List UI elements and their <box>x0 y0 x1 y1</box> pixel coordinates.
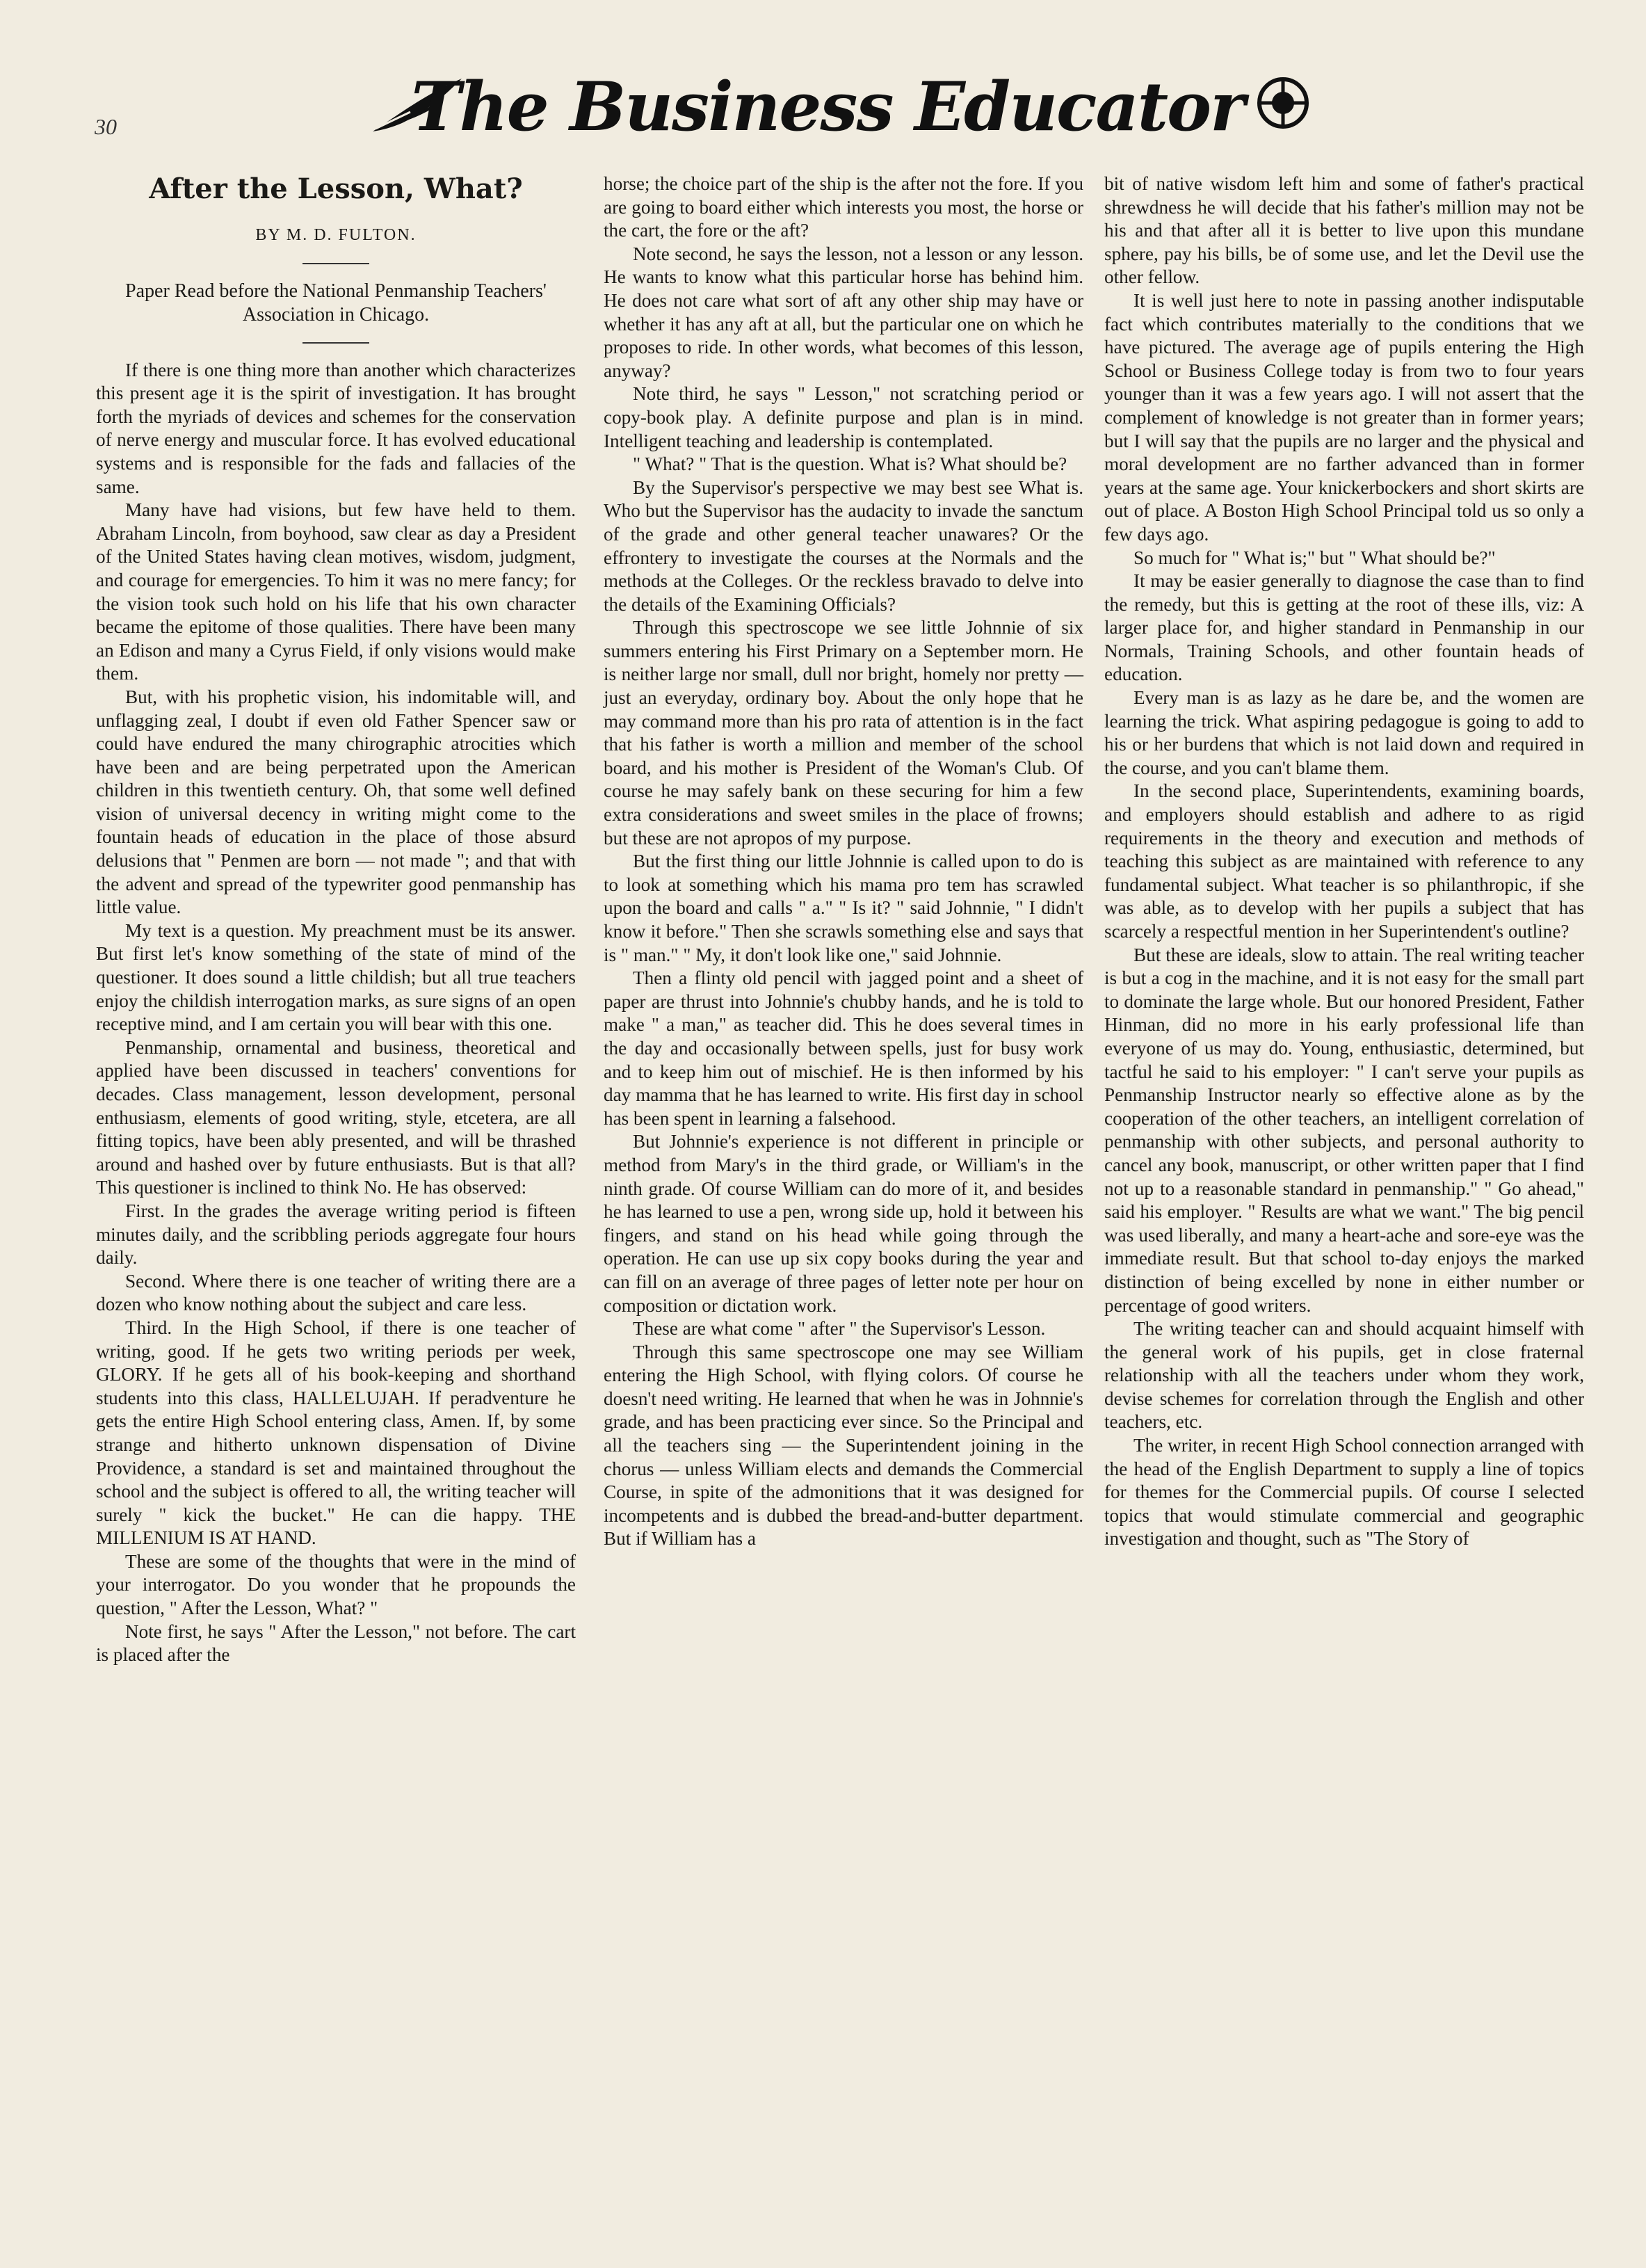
masthead <box>369 68 1286 145</box>
column-left <box>96 172 576 1667</box>
paragraph: Through this spectroscope we see little Johnnie of six summers entering his First Primary on a September morn. He is neither large nor small, dull nor bright, homely nor pretty — just an everyday, ordinary boy. About the only hope that he may command more than his pro rata of attention is in the fact that his father is worth a million and member of the school board, and his mother is President of the Woman's Club. Of course he may safely bank on these securing for him a few extra considerations and sweet smiles in the place of frowns; but these are not apropos of my purpose. <box>604 617 1083 849</box>
paragraph: Every man is as lazy as he dare be, and the women are learning the trick. What aspiring pedagogue is going to add to his or her burdens that which is not laid down and required in the course, and you can't blame them. <box>1104 687 1584 778</box>
page-number: 30 <box>95 114 117 139</box>
column-right <box>1104 172 1584 1551</box>
paragraph: These are some of the thoughts that were in the mind of your interrogator. Do you wonder that he propounds the question, " After the Lesson, What? " <box>96 1550 576 1619</box>
emblem-icon <box>1255 75 1311 131</box>
paragraph: Second. Where there is one teacher of writing there are a dozen who know nothing about the subject and care less. <box>96 1270 576 1315</box>
paragraph: But the first thing our little Johnnie is called upon to do is to look at something which his mama pro tem has scrawled upon the board and calls " a." " Is it? " said Johnnie, " I didn't know it before." Then she scrawls something else and says that is " man." " My, it don't look like one," said Johnnie. <box>604 851 1083 965</box>
paragraph: But Johnnie's experience is not different in principle or method from Mary's in the third grade, or William's in the ninth grade. Of course William can do more of it, and besides he has learned to use a pen, wrong side up, hold it between his fingers, and stand on his head while going through the operation. He can use up six copy books during the year and can fill on an average of three pages of letter note per hour on composition or dictation work. <box>604 1131 1083 1316</box>
divider <box>302 263 369 264</box>
paragraph: Through this same spectroscope one may see William entering the High School, with flying colors. Of course he doesn't need writing. He learned that when he was in Johnnie's grade, and has been practicing ever since. So the Principal and all the teachers sing — the Superintendent joining in the chorus — unless William elects and demands the Commercial Course, in spite of the admonitions that it was designed for incompetents and is dubbed the bread-and-butter department. But if William has a <box>604 1341 1083 1550</box>
paragraph: The writing teacher can and should acquaint himself with the general work of his pupils, get in close fraternal relationship with all the teachers under whom they work, devise schemes for correlation through the English and other teachers, etc. <box>1104 1318 1584 1433</box>
paragraph: bit of native wisdom left him and some of father's practical shrewdness he will decide that his father's million may not be his and that after all it is better to live upon this mundane sphere, pay his bills, be of some use, and let the Devil use the other fellow. <box>1104 173 1584 288</box>
paragraph: But these are ideals, slow to attain. The real writing teacher is but a cog in the machine, and it is not easy for the small part to dominate the large whole. But our honored President, Father Hinman, did no more in his early professional life than everyone of us may do. Young, enthusiastic, determined, but tactful he said to his employer: " I can't serve your pupils as Penmanship Instructor nearly so effective alone as by the cooperation of the other teachers, an intelligent correlation of penmanship with other subjects, and personal authority to cancel any book, manuscript, or other written paper that I find not up to a reasonable standard in penmanship." " Go ahead," said his employer. " Results are what we want." The big pencil was used liberally, and many a heart-ache and sore-eye was the immediate result. But that school to-day enjoys the marked distinction of being excelled by none in either number or percentage of good writers. <box>1104 944 1584 1316</box>
paragraph: Third. In the High School, if there is one teacher of writing, good. If he gets two writing periods per week, GLORY. If he gets all of his book-keeping and shorthand students into this class, HALLELUJAH. If peradventure he gets the entire High School entering class, Amen. If, by some strange and hitherto unknown dispensation of Divine Providence, a standard is set and maintained throughout the school and the subject is offered to all, the writing teacher will surely " kick the bucket." He can die happy. THE MILLENIUM IS AT HAND. <box>96 1317 576 1549</box>
paragraph: But, with his prophetic vision, his indomitable will, and unflagging zeal, I doubt if even old Father Spencer saw or could have endured the many chirographic atrocities which have been and are being perpetrated upon the American children in this twentieth century. Oh, that some well defined vision of universal decency in writing might come to the fountain heads of education in the place of those absurd delusions that " Penmen are born — not made "; and that with the advent and spread of the typewriter good penmanship has little value. <box>96 686 576 918</box>
paragraph: In the second place, Superintendents, examining boards, and employers should establish and adhere to as rigid requirements in the theory and execution and methods of teaching this subject as are maintained with reference to any fundamental subject. What teacher is so philanthropic, if she was able, as to develop with her pupils a subject that has scarcely a respectful mention in her Superintendent's outline? <box>1104 780 1584 942</box>
paragraph: " What? " That is the question. What is? What should be? <box>633 453 1067 475</box>
paragraph: Penmanship, ornamental and business, theoretical and applied have been discussed in teachers' conventions for decades. Class management, lesson development, personal enthusiasm, elements of good writing, style, etcetera, are all fitting topics, have been ably presented, and will be thrashed around and hashed over by future enthusiasts. But is that all? This questioner is inclined to think No. He has observed: <box>96 1036 576 1198</box>
paragraph: Many have had visions, but few have held to them. Abraham Lincoln, from boyhood, saw clear as day a President of the United States having clean motives, wisdom, judgment, and courage for emergencies. To him it was no mere fancy; for the vision took such hold on his life that his own character became the epitome of those qualities. There have been many an Edison and many a Cyrus Field, if only visions would make them. <box>96 499 576 684</box>
byline: BY M. D. FULTON. <box>255 226 417 244</box>
paragraph: Note second, he says the lesson, not a lesson or any lesson. He wants to know what this particular horse has behind him. He does not care what sort of aft any other ship may have or whether it has any aft at all, but the particular one on which he proposes to ride. In other words, what becomes of this lesson, anyway? <box>604 243 1083 381</box>
paragraph: By the Supervisor's perspective we may best see What is. Who but the Supervisor has the audacity to invade the sanctum of the grade and other general teacher unawares? Or the effrontery to investigate the courses at the Normals and the methods at the Colleges. Or the reckless bravado to delve into the details of the Examining Officials? <box>604 476 1083 615</box>
paragraph: Note first, he says " After the Lesson," not before. The cart is placed after the <box>96 1620 576 1666</box>
paragraph: First. In the grades the average writing period is fifteen minutes daily, and the scribbling periods aggregate four hours daily. <box>96 1200 576 1269</box>
paragraph: These are what come " after " the Supervisor's Lesson. <box>633 1318 1046 1340</box>
paragraph: So much for " What is;" but " What should be?" <box>1133 547 1496 568</box>
paragraph: The writer, in recent High School connection arranged with the head of the English Department to supply a line of topics for themes for the Commercial pupils. Of course I selected topics that would stimulate commercial and geographic investigation and thought, such as "The Story of <box>1104 1435 1584 1550</box>
paragraph: If there is one thing more than another which characterizes this present age it is the spirit of investigation. It has brought forth the myriads of devices and schemes for the conservation of nerve energy and muscular force. It has evolved educational systems and is responsible for the fads and fallacies of the same. <box>96 359 576 497</box>
paragraph: My text is a question. My preachment must be its answer. But first let's know something of the state of mind of the questioner. It does sound a little childish; but all true teachers enjoy the childish interrogation marks, as sure signs of an open receptive mind, and I am certain you will bear with this one. <box>96 919 576 1035</box>
paragraph: It may be easier generally to diagnose the case than to find the remedy, but this is getting at the root of these ills, viz: A larger place for, and higher standard in Penmanship in our Normals, Training Schools, and other fountain heads of education. <box>1104 570 1584 685</box>
paragraph: horse; the choice part of the ship is the after not the fore. If you are going to board either which interests you most, the horse or the cart, the fore or the aft? <box>604 173 1083 241</box>
paragraph: Note third, he says " Lesson," not scratching period or copy-book play. A definite purpose and plan is in mind. Intelligent teaching and leadership is contemplated. <box>604 383 1083 451</box>
article-title: After the Lesson, What? <box>149 172 523 205</box>
paragraph: Then a flinty old pencil with jagged point and a sheet of paper are thrust into Johnnie's chubby hands, and he is told to make " a man," as teacher did. This he does several times in the day and occasionally between spells, just for busy work and to keep him out of mischief. He is then informed by his day mamma that he has learned to write. His first day in school has been spent in learning a falsehood. <box>604 967 1083 1129</box>
paragraph: It is well just here to note in passing another indisputable fact which contributes materially to the conditions that we have pictured. The average age of pupils entering the High School or Business College today is from two to four years younger than it was a few years ago. I will not assert that the complement of knowledge is not greater than in former years; but I will say that the pupils are no larger and the physical and moral development are no farther advanced than in former years at the same age. Your knickerbockers and short skirts are out of place. A Boston High School Principal told us so only a few days ago. <box>1104 289 1584 545</box>
publication-title: The Business Educator <box>411 67 1244 146</box>
column-middle <box>604 172 1083 1551</box>
article-note: Paper Read before the National Penmanship Teachers' Association in Chicago. <box>125 280 547 325</box>
